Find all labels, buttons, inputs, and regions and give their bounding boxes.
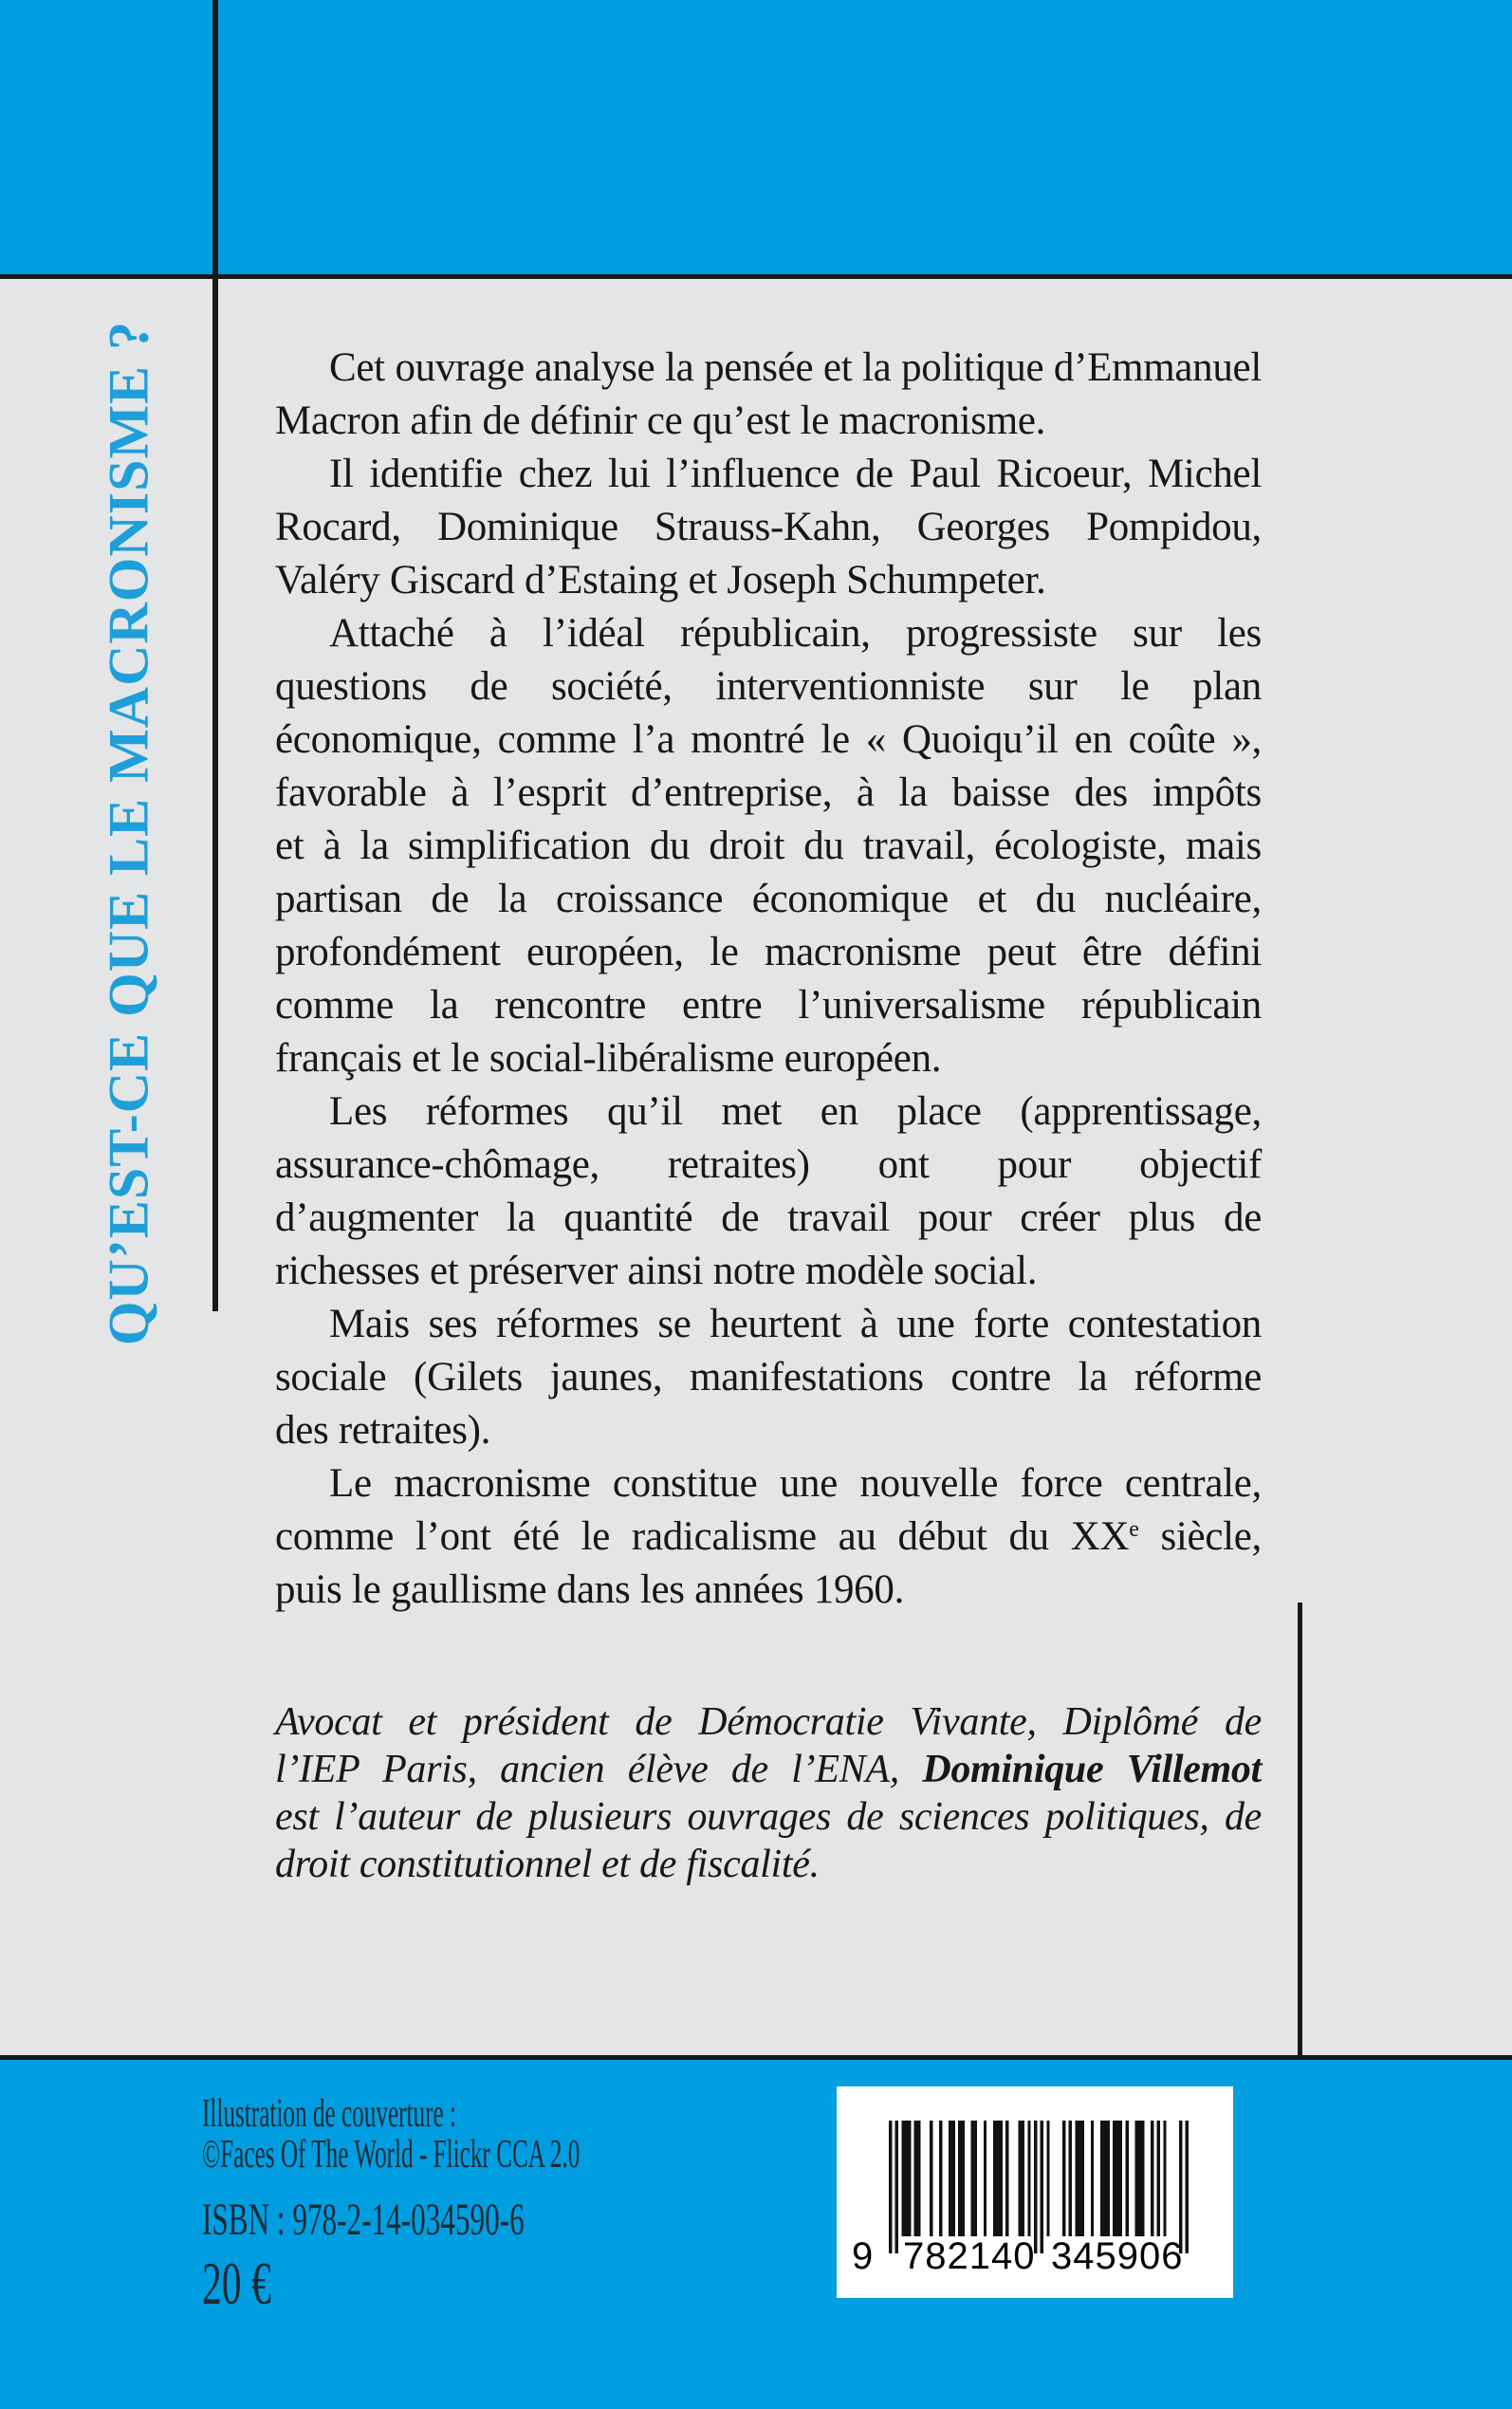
bio-line <box>275 1746 1262 1793</box>
barcode-bar <box>1075 2121 1084 2236</box>
barcode-bar <box>1113 2121 1122 2236</box>
synopsis-line: assurance-chômage, retraites) ont pour objectif <box>275 1142 1262 1187</box>
barcode-bar <box>1151 2121 1153 2236</box>
cover-illustration-credit-line1: Illustration de couverture : <box>202 2092 457 2136</box>
barcode-bar <box>939 2121 942 2236</box>
barcode-digits-left: 782140 <box>903 2235 1036 2277</box>
synopsis-line: d’augmenter la quantité de travail pour créer plus de <box>275 1195 1262 1240</box>
synopsis-line: français et le social-libéralisme européen. <box>275 1036 942 1081</box>
synopsis-line: partisan de la croissance économique et du nucléaire, <box>275 877 1262 921</box>
text-segment: droit constitutionnel et de fiscalité. <box>275 1843 820 1886</box>
synopsis-line: puis le gaullisme dans les années 1960. <box>275 1567 905 1612</box>
barcode-bar <box>895 2121 898 2253</box>
barcode-bar <box>970 2121 977 2236</box>
author-bio-block <box>275 1698 1262 1888</box>
barcode-bar <box>1100 2121 1110 2236</box>
synopsis-line: Valéry Giscard d’Estaing et Joseph Schumpeter. <box>275 558 1046 602</box>
barcode-bar <box>1125 2121 1128 2236</box>
bio-line <box>275 1793 1262 1841</box>
barcode-bar <box>984 2121 986 2236</box>
text-segment: e <box>1129 1517 1139 1542</box>
synopsis-line: richesses et préserver ainsi notre modèle social. <box>275 1249 1038 1293</box>
spine-title: QU’EST-CE QUE LE MACRONISME ? <box>97 320 160 1346</box>
text-segment: est l’auteur de plusieurs ouvrages de sciences politiques, de <box>275 1795 1262 1839</box>
synopsis-line: favorable à l’esprit d’entreprise, à la baisse des impôts <box>275 770 1262 815</box>
barcode-bar <box>1034 2121 1037 2253</box>
barcode-digits-right: 345906 <box>1051 2235 1184 2277</box>
synopsis-line <box>275 1510 1262 1564</box>
barcode-bar <box>993 2121 1003 2236</box>
synopsis-line: Mais ses réformes se heurtent à une forte contestation <box>329 1302 1262 1346</box>
synopsis-line: Macron afin de définir ce qu’est le macronisme. <box>275 398 1046 443</box>
barcode-bar <box>1046 2121 1049 2236</box>
author-name-bold: Dominique Villemot <box>922 1748 1262 1791</box>
top-blue-band <box>0 0 1512 274</box>
left-vertical-rule <box>212 0 218 1311</box>
text-segment: comme l’ont été le radicalisme au début du XX <box>275 1514 1130 1559</box>
barcode-bar <box>1157 2121 1160 2236</box>
barcode-bar <box>901 2121 911 2236</box>
text-segment: l’IEP Paris, ancien élève de l’ENA, <box>275 1748 923 1791</box>
bio-line <box>275 1698 1262 1746</box>
cover-illustration-credit-line2: ©Faces Of The World - Flickr CCA 2.0 <box>202 2133 581 2177</box>
barcode-bar <box>1041 2121 1043 2253</box>
synopsis-line: des retraites). <box>275 1408 491 1453</box>
barcode-bar <box>1005 2121 1008 2236</box>
synopsis-line: questions de société, interventionniste sur le plan <box>275 664 1262 709</box>
synopsis-line: et à la simplification du droit du travail, écologiste, mais <box>275 824 1262 868</box>
synopsis-line: Attaché à l’idéal républicain, progressiste sur les <box>329 611 1262 656</box>
isbn-number: ISBN : 978-2-14-034590-6 <box>202 2195 525 2245</box>
barcode-bar <box>1163 2121 1166 2236</box>
barcode-bar <box>914 2121 921 2236</box>
synopsis-line: économique, comme l’a montré le « Quoiqu’il en coûte », <box>275 717 1262 762</box>
synopsis-text-block <box>275 342 1262 1617</box>
barcode-bar <box>1069 2121 1072 2236</box>
barcode-bar <box>1018 2121 1024 2236</box>
top-horizontal-rule <box>0 274 1512 279</box>
barcode-bar <box>949 2121 955 2236</box>
text-segment: siècle, <box>1138 1514 1263 1559</box>
barcode-bar <box>1134 2121 1144 2236</box>
barcode-bar <box>889 2121 892 2253</box>
barcode-bars <box>889 2121 1189 2253</box>
synopsis-line: profondément européen, le macronisme peut être défini <box>275 930 1262 974</box>
synopsis-line: Il identifie chez lui l’influence de Paul Ricoeur, Michel <box>329 452 1262 496</box>
barcode-bar <box>930 2121 932 2236</box>
barcode-bar <box>1179 2121 1182 2253</box>
barcode-bar <box>1027 2121 1030 2236</box>
synopsis-line: comme la rencontre entre l’universalisme républicain <box>275 983 1262 1028</box>
barcode-digit-lead: 9 <box>852 2235 875 2277</box>
barcode <box>837 2086 1233 2298</box>
synopsis-line: Le macronisme constitue une nouvelle force centrale, <box>329 1461 1262 1506</box>
bio-line <box>275 1841 1262 1888</box>
text-segment: Avocat et président de Démocratie Vivante, Diplômé de <box>275 1700 1262 1744</box>
price: 20 € <box>202 2250 271 2317</box>
synopsis-line: Rocard, Dominique Strauss-Kahn, Georges Pompidou, <box>275 505 1262 549</box>
barcode-bar <box>958 2121 965 2236</box>
synopsis-line: sociale (Gilets jaunes, manifestations contre la réforme <box>275 1355 1262 1399</box>
barcode-bar <box>1062 2121 1065 2236</box>
synopsis-line: Les réformes qu’il met en place (apprentissage, <box>329 1089 1262 1134</box>
barcode-bar <box>1091 2121 1094 2236</box>
synopsis-line: Cet ouvrage analyse la pensée et la politique d’Emmanuel <box>329 345 1262 390</box>
barcode-bar <box>1186 2121 1189 2253</box>
